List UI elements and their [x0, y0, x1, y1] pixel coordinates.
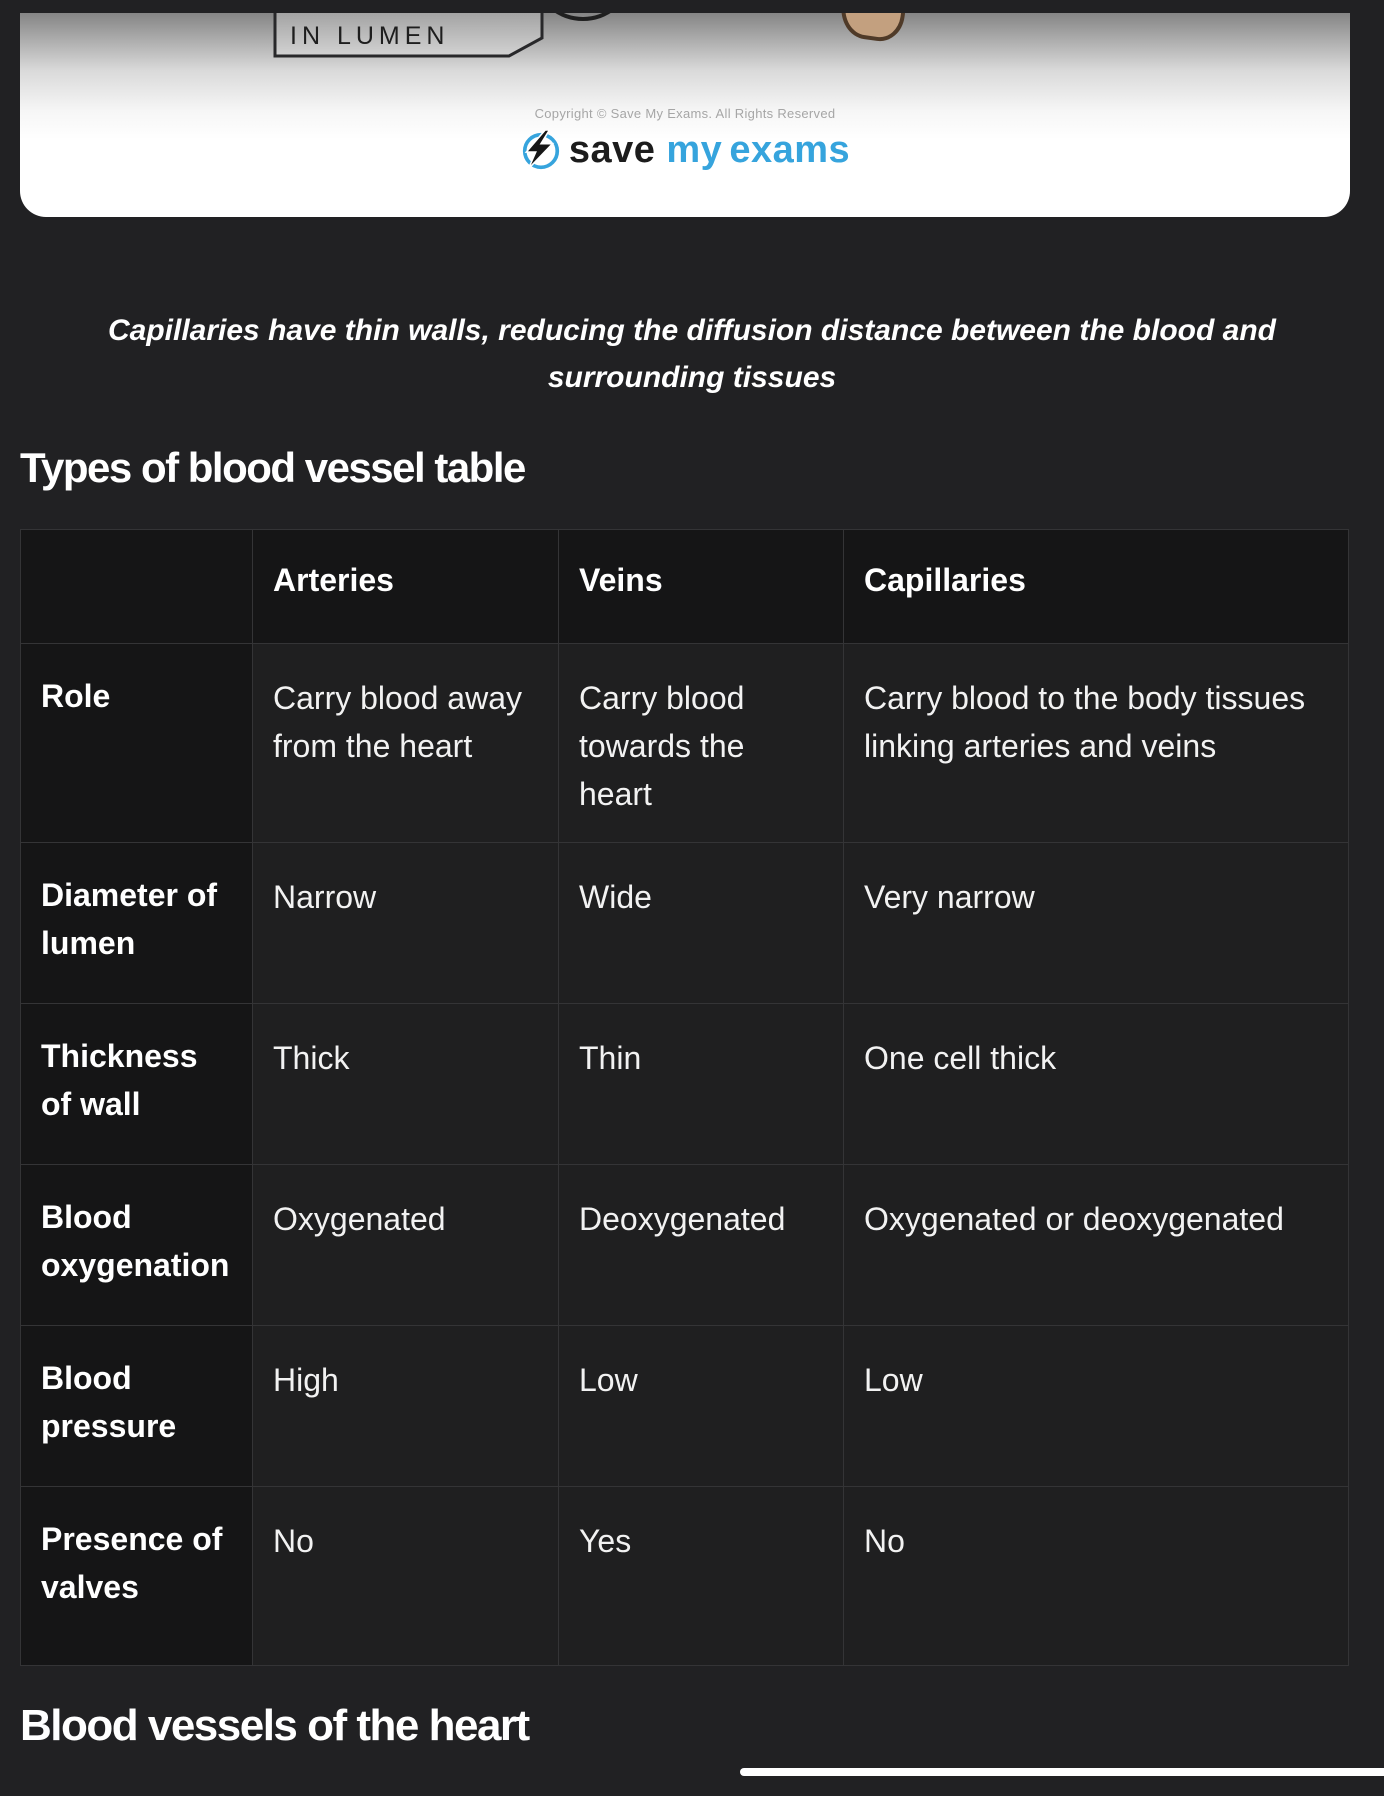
cell-thickness-veins: Thin [559, 1004, 844, 1165]
cell-diameter-capillaries: Very narrow [844, 843, 1349, 1004]
cell-valves-capillaries: No [844, 1487, 1349, 1666]
logo-word-my: my [666, 129, 723, 171]
table-row [21, 1326, 1349, 1487]
table-row [21, 1165, 1349, 1326]
table-row [21, 644, 1349, 843]
diagram-hand-shape [837, 13, 906, 44]
next-section-title: Blood vessels of the heart [20, 1701, 529, 1750]
cell-oxygenation-arteries: Oxygenated [253, 1165, 559, 1326]
cell-diameter-veins: Wide [559, 843, 844, 1004]
cell-diameter-arteries: Narrow [253, 843, 559, 1004]
savemyexams-logo [20, 129, 1350, 172]
row-header-role: Role [21, 644, 253, 843]
row-header-oxygenation: Blood oxygenation [21, 1165, 253, 1326]
cell-role-veins: Carry blood towards the heart [559, 644, 844, 843]
cell-oxygenation-veins: Deoxygenated [559, 1165, 844, 1326]
cell-role-capillaries: Carry blood to the body tissues linking arteries and veins [844, 644, 1349, 843]
page-body [0, 13, 1384, 1796]
copyright-text: Copyright © Save My Exams. All Rights Reserved [534, 106, 836, 121]
column-header-arteries: Arteries [253, 530, 559, 644]
row-header-pressure: Blood pressure [21, 1326, 253, 1487]
table-header-row [21, 530, 1349, 644]
logo-word-save: save [568, 129, 656, 171]
logo-word-exams: exams [729, 129, 851, 171]
cell-valves-veins: Yes [559, 1487, 844, 1666]
diagram-label-box [273, 13, 545, 59]
row-header-thickness: Thickness of wall [21, 1004, 253, 1165]
column-header-veins: Veins [559, 530, 844, 644]
diagram-circle-arc [537, 13, 629, 21]
caption-line-1: Capillaries have thin walls, reducing the diffusion distance between the blood and [108, 314, 1276, 347]
cell-role-arteries: Carry blood away from the heart [253, 644, 559, 843]
row-header-valves: Presence of valves [21, 1487, 253, 1666]
lightning-bolt-icon [520, 130, 562, 172]
scrollbar-thumb[interactable] [740, 1768, 1384, 1776]
cell-oxygenation-capillaries: Oxygenated or deoxygenated [844, 1165, 1349, 1326]
table-row [21, 1487, 1349, 1666]
figure-caption [0, 307, 1384, 401]
table-row [21, 1004, 1349, 1165]
cell-thickness-arteries: Thick [253, 1004, 559, 1165]
cell-pressure-veins: Low [559, 1326, 844, 1487]
cell-thickness-capillaries: One cell thick [844, 1004, 1349, 1165]
section-title: Types of blood vessel table [20, 444, 525, 491]
cell-valves-arteries: No [253, 1487, 559, 1666]
table-row [21, 843, 1349, 1004]
row-header-diameter: Diameter of lumen [21, 843, 253, 1004]
table-corner-cell [21, 530, 253, 644]
caption-line-2: surrounding tissues [547, 361, 837, 394]
cell-pressure-capillaries: Low [844, 1326, 1349, 1487]
figure-card [20, 13, 1350, 217]
blood-vessel-table [20, 529, 1349, 1666]
diagram-label-text: IN LUMEN [290, 22, 450, 50]
column-header-capillaries: Capillaries [844, 530, 1349, 644]
cell-pressure-arteries: High [253, 1326, 559, 1487]
